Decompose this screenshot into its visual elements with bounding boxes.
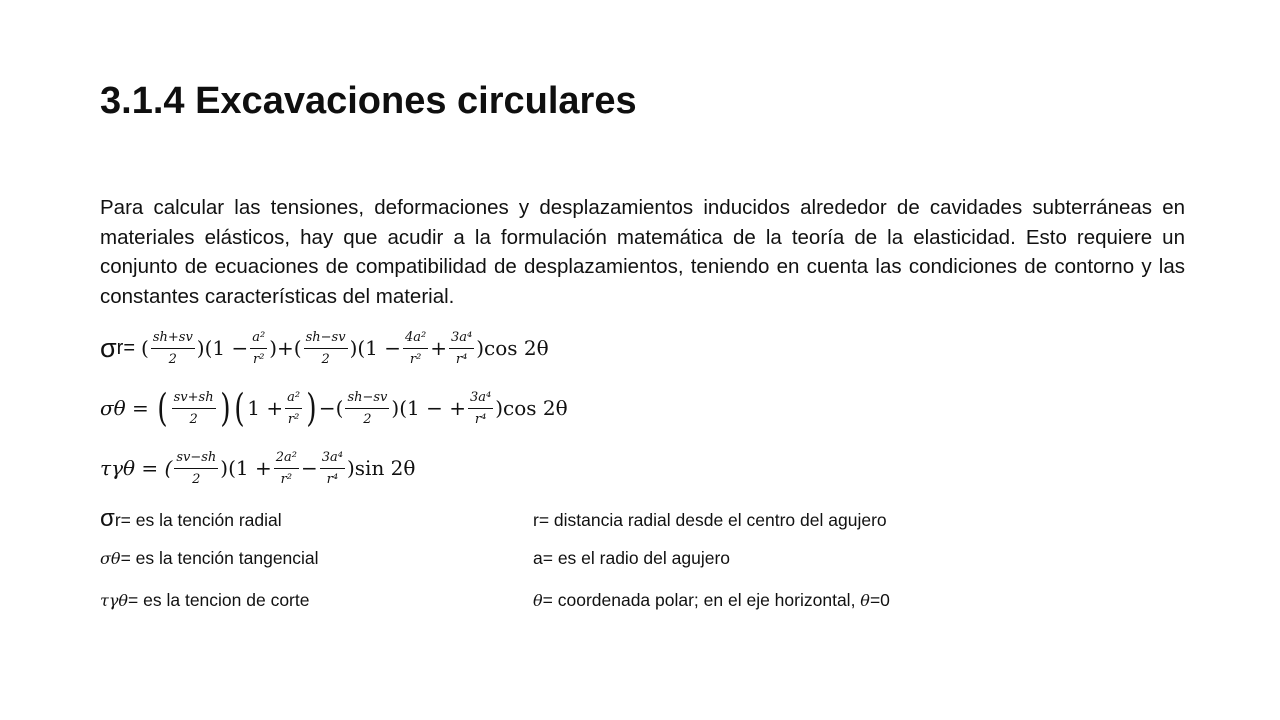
fraction-2: $\frac{\text{a²}}{\text{r²}}$ [252, 329, 266, 367]
slide-title: 3.1.4 Excavaciones circulares [100, 80, 637, 122]
sigma-theta-lhs: σθ = [100, 396, 149, 420]
definition-a: a= es el radio del agujero [533, 548, 731, 568]
equation-sigma-theta: σθ = ( $\frac{sv+sh}{2}$ ) ( 1 + $\frac{\text{a²}}{\text{r²}}$ ) −( $\frac{sh-sv}{2}$ )(1 − + $\frac{\text{3a⁴}}{\text{r⁴}}$ )cos 2θ [100, 386, 568, 430]
fraction-5: $\frac{\text{3a⁴}}{\text{r⁴}}$ [451, 329, 473, 367]
definition-sigma-theta: σθ= es la tención tangencial [100, 548, 319, 568]
fraction-3: $\frac{sh-sv}{2}$ [347, 389, 388, 427]
fraction-3: $\frac{sh-sv}{2}$ [305, 329, 346, 367]
equation-sigma-r: σ r = ( $\frac{sh+sv}{2}$ ) (1 − $\frac{\text{a²}}{\text{r²}}$ )+( $\frac{sh-sv}{2}$ )(1 − $\frac{\text{4a²}}{\text{r²}}$ + $\frac{\text{3a⁴}}{\text{r⁴}}$ )cos 2θ [100, 329, 549, 367]
sigma-symbol: σ [100, 332, 117, 363]
fraction-3: $\frac{\text{3a⁴}}{\text{r⁴}}$ [321, 449, 343, 487]
definition-sigma-r: σr= es la tención radial [100, 505, 282, 532]
definition-tau: τγθ= es la tencion de corte [100, 590, 310, 610]
fraction-2: $\frac{\text{2a²}}{\text{r²}}$ [275, 449, 297, 487]
fraction-1: $\frac{sv+sh}{2}$ [173, 389, 214, 427]
fraction-4: $\frac{\text{3a⁴}}{\text{r⁴}}$ [469, 389, 492, 427]
intro-paragraph: Para calcular las tensiones, deformaciones y desplazamientos inducidos alrededor de cavidades subterráneas en materiales elásticos, hay que acudir a la formulación matemática de la teoría de la elasticidad. Esto requiere un conjunto de ecuaciones de compatibilidad de desplazamientos, teniendo en cuenta las condiciones de contorno y las constantes características del material. [100, 196, 1185, 308]
definition-r: r= distancia radial desde el centro del agujero [533, 510, 887, 530]
equals-sign: = [123, 336, 136, 359]
fraction-1: $\frac{sh+sv}{2}$ [152, 329, 193, 367]
fraction-2: $\frac{\text{a²}}{\text{r²}}$ [287, 389, 301, 427]
tau-lhs: τγθ = ( [100, 456, 173, 480]
fraction-4: $\frac{\text{4a²}}{\text{r²}}$ [405, 329, 427, 367]
equation-tau: τγθ = ( $\frac{sv-sh}{2}$ )(1 + $\frac{\text{2a²}}{\text{r²}}$ − $\frac{\text{3a⁴}}{\text{r⁴}}$ )sin 2θ [100, 449, 416, 487]
sigma-r-sub: r [116, 336, 124, 359]
definition-theta: θ= coordenada polar; en el eje horizontal, θ=0 [533, 590, 890, 610]
fraction-1: $\frac{sv-sh}{2}$ [176, 449, 217, 487]
